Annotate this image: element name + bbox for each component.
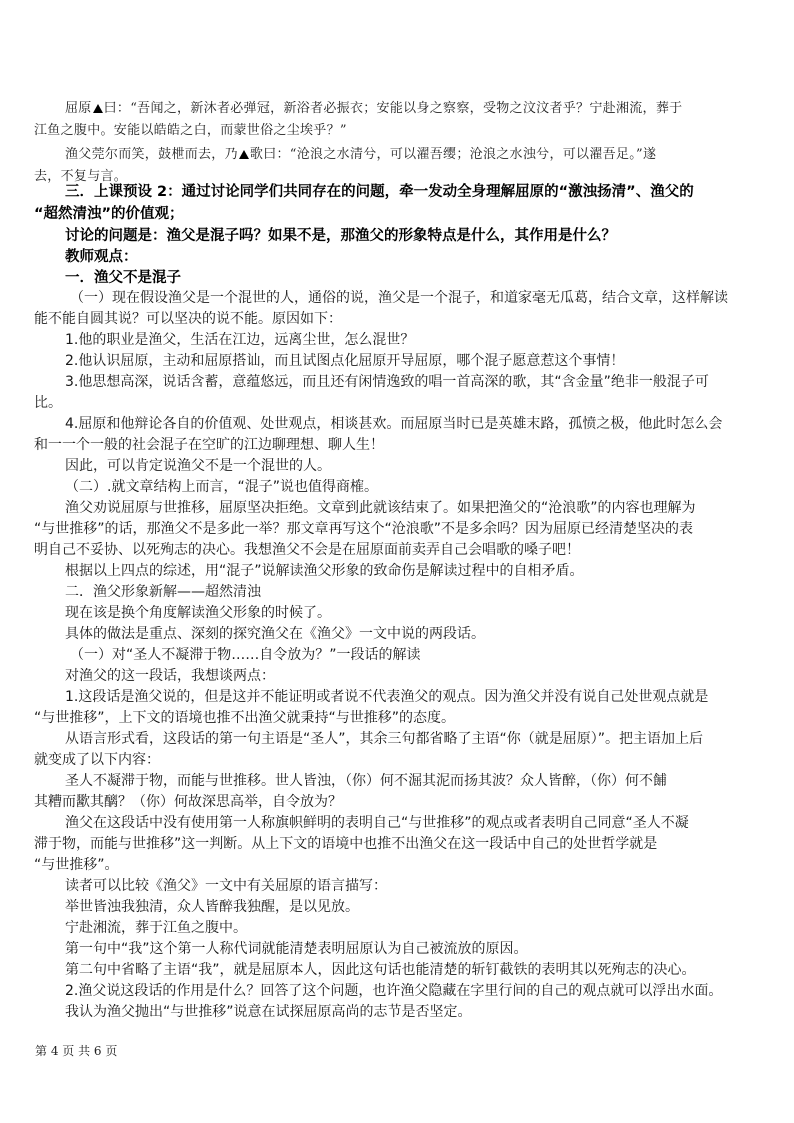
quote-speaker: 屈原 [65, 101, 92, 116]
paragraph-line: “与世推移”，上下文的语境也推不出渔父就秉持“与世推移”的态度。 [34, 710, 456, 726]
page-number-footer: 第 4 页 共 6 页 [35, 1044, 118, 1058]
paragraph-line: “与世推移”。 [34, 857, 119, 873]
quote-text: 曰：“吾闻之，新沐者必弹冠，新浴者必振衣；安能以身之察察，受物之汶汶者乎？宁赴湘流，葬于 [103, 101, 683, 116]
paragraph-line: （二）.就文章结构上而言，“混子”说也值得商榷。 [65, 479, 378, 495]
list-item: 2.他认识屈原，主动和屈原搭讪，而且试图点化屈原开导屈原，哪个混子愿意惹这个事情！ [65, 353, 625, 369]
paragraph-line: 2.渔父说这段话的作用是什么？回答了这个问题，也许渔父隐藏在字里行间的自己的观点就可以浮出水面。 [65, 983, 723, 999]
paragraph-line: 从语言形式看，这段话的第一句主语是“圣人”，其余三句都省略了主语“你（就是屈原）”。把主语加上后 [65, 731, 704, 747]
paragraph-line: 和一一个一般的社会混子在空旷的江边聊理想、聊人生！ [34, 437, 384, 453]
section-heading-line2: “超然清浊”的价值观； [34, 206, 184, 222]
list-item: 1.他的职业是渔父，生活在江边，远离尘世，怎么混世？ [65, 332, 415, 348]
paragraph-line: 圣人不凝滞于物，而能与世推移。世人皆浊，（你）何不淈其泥而扬其波？众人皆醉，（你）何不餔 [65, 773, 667, 789]
list-item: 3.他思想高深，说话含蓄，意蕴悠远，而且还有闲情逸致的唱一首高深的歌，其“含金量”绝非一般混子可 [65, 374, 709, 390]
triangle-marker-icon [93, 104, 103, 113]
quote-qu-yuan-line1 [65, 98, 682, 120]
paragraph-line: 滞于物，而能与世推移”这一判断。从上下文的语境中也推不出渔父在这一段话中自己的处世哲学就是 [34, 836, 658, 852]
paragraph-line: 渔父在这段话中没有使用第一人称旗帜鲜明的表明自己“与世推移”的观点或者表明自己同意“圣人不凝 [65, 815, 689, 831]
quote-qu-yuan-line2: 江鱼之腹中。安能以皓皓之白，而蒙世俗之尘埃乎？” [34, 123, 347, 138]
paragraph-line: 其糟而歠其醨？（你）何故深思高举，自令放为？ [34, 794, 342, 810]
triangle-marker-icon [239, 150, 249, 159]
paragraph-line: 宁赴湘流，葬于江鱼之腹中。 [65, 920, 247, 936]
paragraph-line: 比。 [34, 395, 62, 411]
subheading: （一）对“圣人不凝滞于物……自令放为？”一段话的解读 [70, 647, 421, 663]
heading-not-hunzi: 一．渔父不是混子 [65, 270, 181, 286]
list-item: 4.屈原和他辩论各自的价值观、处世观点，相谈甚欢。而屈原当时已是英雄末路，孤愤之极，他此时怎么会 [65, 416, 723, 432]
paragraph-line: 第二句中省略了主语“我”，就是屈原本人，因此这句话也能清楚的斩钉截铁的表明其以死殉志的决心。 [65, 962, 696, 978]
paragraph-line: 现在该是换个角度解读渔父形象的时候了。 [65, 605, 331, 621]
paragraph-line: 具体的做法是重点、深刻的探究渔父在《渔父》一文中说的两段话。 [65, 626, 485, 642]
paragraph-line: 第一句中“我”这个第一人称代词就能清楚表明屈原认为自己被流放的原因。 [65, 941, 528, 957]
paragraph-line: 就变成了以下内容： [34, 752, 160, 768]
paragraph-line: 举世皆浊我独清，众人皆醉我独醒，是以见放。 [65, 899, 359, 915]
paragraph-line: 因此，可以肯定说渔父不是一个混世的人。 [65, 458, 331, 474]
quote-fisherman-line2: 去，不复与言。 [34, 169, 128, 184]
paragraph-line: 渔父劝说屈原与世推移，屈原坚决拒绝。文章到此就该结束了。如果把渔父的“沧浪歌”的内容也理解为 [65, 500, 696, 516]
quote-lead: 渔父莞尔而笑，鼓枻而去，乃 [65, 147, 238, 162]
paragraph-line: 能不能自圆其说？可以坚决的说不能。原因如下： [34, 311, 342, 327]
paragraph-line: 1.这段话是渔父说的，但是这并不能证明或者说不代表渔父的观点。因为渔父并没有说自己处世观点就是 [65, 689, 709, 705]
heading-new-interpretation: 二．渔父形象新解——超然清浊 [65, 584, 261, 600]
paragraph-line: （一）现在假设渔父是一个混世的人，通俗的说，渔父是一个混子，和道家毫无瓜葛，结合文章，这样解读 [70, 290, 728, 306]
quote-fisherman-line1 [65, 144, 656, 166]
discussion-question: 讨论的问题是：渔父是混子吗？如果不是，那渔父的形象特点是什么，其作用是什么？ [65, 228, 616, 244]
teacher-view-label: 教师观点： [65, 249, 138, 265]
paragraph-line: “与世推移”的话，那渔父不是多此一举？那文章再写这个“沧浪歌”不是多余吗？因为屈原已经清楚坚决的表 [34, 521, 694, 537]
quote-text: 歌曰：“沧浪之水清兮，可以濯吾缨；沧浪之水浊兮，可以濯吾足。”遂 [249, 147, 657, 162]
section-heading-line1: 三．上课预设 2：通过讨论同学们共同存在的问题，牵一发动全身理解屈原的“激浊扬清”、渔父的 [65, 184, 694, 200]
paragraph-line: 读者可以比较《渔父》一文中有关屈原的语言描写： [65, 878, 387, 894]
paragraph-line: 对渔父的这一段话，我想谈两点： [65, 668, 275, 684]
paragraph-line: 我认为渔父抛出“与世推移”说意在试探屈原高尚的志节是否坚定。 [65, 1004, 472, 1020]
paragraph-line: 明自己不妥协、以死殉志的决心。我想渔父不会是在屈原面前卖弄自己会唱歌的嗓子吧！ [34, 542, 580, 558]
paragraph-line: 根据以上四点的综述，用“混子”说解读渔父形象的致命伤是解读过程中的自相矛盾。 [65, 563, 584, 579]
